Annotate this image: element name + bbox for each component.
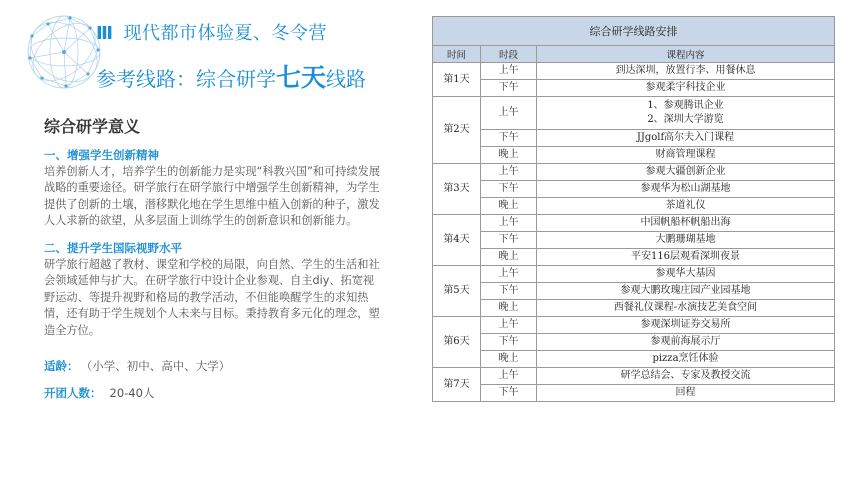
period-cell: 下午 bbox=[481, 385, 537, 402]
content-line: 参观大鹏玫瑰庄园产业园基地 bbox=[620, 285, 751, 296]
subtitle-post: 线路 bbox=[326, 67, 367, 91]
content-cell bbox=[537, 317, 835, 334]
subtitle-pre: 参考线路：综合研学 bbox=[96, 67, 276, 91]
table-row bbox=[433, 164, 835, 181]
col-header-period: 时段 bbox=[481, 46, 537, 63]
content-line: 平安116层观看深圳夜景 bbox=[630, 251, 741, 262]
schedule-table bbox=[432, 16, 835, 402]
content-line: 参观前海展示厅 bbox=[650, 336, 721, 347]
content-line: 回程 bbox=[675, 387, 696, 398]
content-line: 参观华为松山湖基地 bbox=[640, 183, 731, 194]
content-line: 大鹏珊瑚基地 bbox=[655, 234, 716, 245]
period-cell: 上午 bbox=[481, 215, 537, 232]
content-line: 茶道礼仪 bbox=[665, 200, 706, 211]
group-value: 20-40人 bbox=[109, 386, 155, 400]
period-cell: 下午 bbox=[481, 334, 537, 351]
table-row bbox=[433, 266, 835, 283]
day-cell: 第1天 bbox=[433, 63, 481, 97]
table-row bbox=[433, 334, 835, 351]
table-row bbox=[433, 215, 835, 232]
content-line: 中国帆船杯帆船出海 bbox=[640, 217, 731, 228]
content-line: 参观深圳证券交易所 bbox=[640, 319, 731, 330]
table-row bbox=[433, 385, 835, 402]
point-2-heading: 二、提升学生国际视野水平 bbox=[44, 241, 182, 255]
day-cell: 第3天 bbox=[433, 164, 481, 215]
content-line: 参观柔宇科技企业 bbox=[645, 82, 726, 93]
content-line: JJgolf高尔夫入门课程 bbox=[636, 132, 735, 143]
table-row bbox=[433, 147, 835, 164]
table-row bbox=[433, 80, 835, 97]
content-cell bbox=[537, 80, 835, 97]
age-label: 适龄： bbox=[44, 359, 79, 373]
content-line: 参观华大基因 bbox=[655, 268, 716, 279]
group-size-info bbox=[44, 385, 154, 401]
content-cell bbox=[537, 147, 835, 164]
point-2 bbox=[44, 240, 382, 340]
day-cell: 第6天 bbox=[433, 317, 481, 368]
point-1-heading: 一、增强学生创新精神 bbox=[44, 148, 159, 162]
period-cell: 下午 bbox=[481, 80, 537, 97]
header-title bbox=[96, 19, 327, 45]
content-cell bbox=[537, 97, 835, 130]
period-cell: 晚上 bbox=[481, 300, 537, 317]
table-row bbox=[433, 283, 835, 300]
content-cell bbox=[537, 249, 835, 266]
period-cell: 上午 bbox=[481, 317, 537, 334]
content-cell bbox=[537, 181, 835, 198]
schedule-body bbox=[433, 63, 835, 402]
table-row bbox=[433, 198, 835, 215]
point-1-body: 培养创新人才，培养学生的创新能力是实现“科教兴国”和可持续发展战略的重要途径。研学旅行在研学旅行中增强学生创新精神，为学生提供了创新的土壤，潜移默化地在学生思维中植入创新的种子，激发人人求新的欲望，从多层面上训练学生的创新意识和创新能力。 bbox=[44, 164, 381, 228]
age-info bbox=[44, 358, 230, 374]
table-row bbox=[433, 300, 835, 317]
content-line: 研学总结会、专家及教授交流 bbox=[620, 370, 751, 381]
period-cell: 上午 bbox=[481, 266, 537, 283]
schedule-title: 综合研学线路安排 bbox=[433, 17, 835, 46]
table-row bbox=[433, 232, 835, 249]
content-cell bbox=[537, 232, 835, 249]
period-cell: 下午 bbox=[481, 283, 537, 300]
content-cell bbox=[537, 351, 835, 368]
period-cell: 晚上 bbox=[481, 351, 537, 368]
content-line: pizza烹饪体验 bbox=[652, 353, 719, 364]
content-cell bbox=[537, 164, 835, 181]
header-title-text: 现代都市体验夏、冬令营 bbox=[123, 23, 328, 44]
content-line: 财商管理课程 bbox=[655, 149, 716, 160]
content-cell bbox=[537, 198, 835, 215]
period-cell: 晚上 bbox=[481, 249, 537, 266]
section-title: 综合研学意义 bbox=[44, 117, 141, 136]
content-cell bbox=[537, 283, 835, 300]
period-cell: 下午 bbox=[481, 130, 537, 147]
content-line: 到达深圳，放置行李、用餐休息 bbox=[615, 65, 756, 76]
content-cell bbox=[537, 215, 835, 232]
table-row bbox=[433, 249, 835, 266]
day-cell: 第4天 bbox=[433, 215, 481, 266]
period-cell: 下午 bbox=[481, 181, 537, 198]
col-header-content: 课程内容 bbox=[537, 46, 835, 63]
content-cell bbox=[537, 385, 835, 402]
subtitle-emphasis: 七天 bbox=[276, 63, 327, 92]
point-1 bbox=[44, 147, 382, 230]
period-cell: 上午 bbox=[481, 63, 537, 80]
table-row bbox=[433, 368, 835, 385]
content-cell bbox=[537, 300, 835, 317]
col-header-day: 时间 bbox=[433, 46, 481, 63]
period-cell: 上午 bbox=[481, 97, 537, 130]
content-line: 西餐礼仪课程-水演技艺美食空间 bbox=[613, 302, 758, 313]
age-value: （小学、初中、高中、大学） bbox=[86, 359, 231, 373]
point-2-body: 研学旅行超越了教材、课堂和学校的局限，向自然、学生的生活和社会领域延伸与扩大。在研学旅行中设计企业参观、自主diy、拓宽视野运动、等提升视野和格局的教学活动，不但能唤醒学生的求知热情，还有助于学生规划个人未来与目标。秉持教育多元化的理念，塑造全方位。 bbox=[44, 257, 380, 337]
schedule-table-container bbox=[432, 16, 835, 402]
content-line: 1、参观腾讯企业 bbox=[647, 100, 724, 111]
content-line: 参观大疆创新企业 bbox=[645, 166, 726, 177]
day-cell: 第7天 bbox=[433, 368, 481, 402]
period-cell: 晚上 bbox=[481, 147, 537, 164]
content-cell bbox=[537, 368, 835, 385]
header-subtitle bbox=[96, 58, 366, 94]
period-cell: 下午 bbox=[481, 232, 537, 249]
period-cell: 上午 bbox=[481, 368, 537, 385]
table-row bbox=[433, 130, 835, 147]
table-row bbox=[433, 351, 835, 368]
content-cell bbox=[537, 266, 835, 283]
header-number: Ⅲ bbox=[96, 23, 114, 44]
content-cell bbox=[537, 130, 835, 147]
day-cell: 第2天 bbox=[433, 97, 481, 164]
period-cell: 晚上 bbox=[481, 198, 537, 215]
content-line: 2、深圳大学游览 bbox=[647, 114, 724, 125]
table-row bbox=[433, 181, 835, 198]
day-cell: 第5天 bbox=[433, 266, 481, 317]
content-cell bbox=[537, 334, 835, 351]
table-row bbox=[433, 63, 835, 80]
table-row bbox=[433, 317, 835, 334]
period-cell: 上午 bbox=[481, 164, 537, 181]
group-label: 开团人数： bbox=[44, 386, 102, 400]
table-row bbox=[433, 97, 835, 130]
content-cell bbox=[537, 63, 835, 80]
